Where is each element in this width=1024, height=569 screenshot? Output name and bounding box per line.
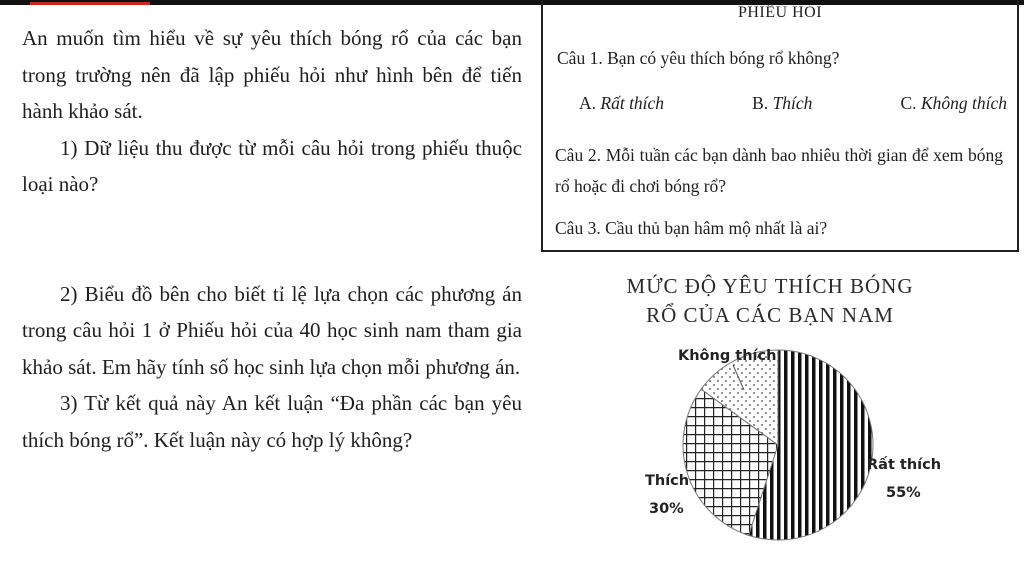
problem-intro: An muốn tìm hiểu về sự yêu thích bóng rổ của các bạn trong trường nên đã lập phiếu hỏi như hình bên để tiến hành khảo sát. [22, 26, 522, 123]
option-c: C. Không thích [900, 93, 1007, 113]
top-red-mark [30, 2, 150, 5]
value-rat-thich: 55% [886, 485, 921, 501]
form-question-1: Câu 1. Bạn có yêu thích bóng rổ không? [557, 48, 840, 68]
pie-chart [560, 335, 1000, 550]
label-thich: Thích [645, 473, 690, 489]
question-1: 1) Dữ liệu thu được từ mỗi câu hỏi trong phiếu thuộc loại nào? [22, 135, 522, 196]
form-title: PHIẾU HỎI [737, 4, 823, 21]
option-a: A. Rất thích [579, 93, 665, 113]
question-2: 2) Biểu đồ bên cho biết tỉ lệ lựa chọn các phương án trong câu hỏi 1 ở Phiếu hỏi của 40 học sinh nam tham gia khảo sát. Em hãy tính số học sinh lựa chọn mỗi phương án. [22, 281, 522, 379]
label-khong-thich: Không thích [678, 348, 777, 364]
survey-form [541, 0, 1019, 252]
value-thich: 30% [649, 501, 684, 517]
option-b: B. Thích [752, 93, 813, 113]
question-3: 3) Từ kết quả này An kết luận “Đa phần các bạn yêu thích bóng rổ”. Kết luận này có hợp lý không? [22, 391, 522, 452]
form-question-2: Câu 2. Mỗi tuần các bạn dành bao nhiêu thời gian để xem bóng rổ hoặc đi chơi bóng rổ? [555, 145, 1003, 196]
chart-title [540, 272, 1000, 330]
form-question-3: Câu 3. Cầu thủ bạn hâm mộ nhất là ai? [555, 218, 828, 238]
label-rat-thich: Rất thích [867, 457, 942, 473]
problem-text [22, 20, 522, 458]
chart-title-line-2: RỔ CỦA CÁC BẠN NAM [646, 303, 894, 327]
chart-title-line-1: MỨC ĐỘ YÊU THÍCH BÓNG [626, 274, 914, 298]
form-options [579, 93, 1007, 114]
